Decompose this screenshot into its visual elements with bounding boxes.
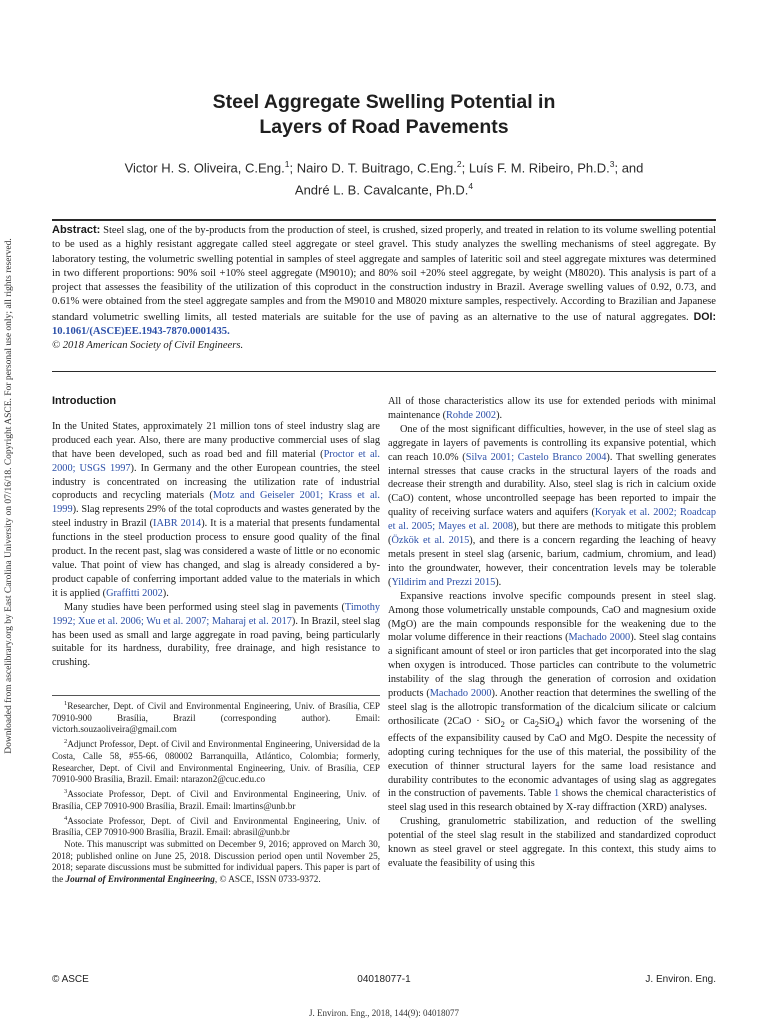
footnote-number: 3: [64, 788, 68, 796]
footer-page-id: 04018077-1: [357, 974, 411, 985]
text-run: ). Steel slag contains a significant amount of steel or iron particles that get incorporated into the slag when oxygen is introduced. Those particles can contribute to the volumetric instability of the slag through the generation of corrosion and oxidation products (: [388, 632, 716, 700]
intro-paragraph-2: [52, 601, 380, 671]
author-2-affil: 2: [456, 159, 462, 169]
footnote-4: [52, 813, 380, 839]
doi-link[interactable]: 10.1061/(ASCE)EE.1943-7870.0001435.: [52, 326, 230, 338]
citation-link[interactable]: Yildirim and Prezzi 2015: [391, 576, 496, 588]
footnote-1: [52, 698, 380, 736]
author-3: ; Luís F. M. Ribeiro, Ph.D.: [461, 160, 610, 176]
author-separator: ; and: [614, 160, 644, 176]
footnote-number: 4: [64, 814, 68, 822]
footer-copyright: © ASCE: [52, 974, 89, 985]
author-1-affil: 1: [284, 159, 290, 169]
footnote-text: Associate Professor, Dept. of Civil and Environmental Engineering, Univ. of Brasília, CEP 70910-900 Brasília, Brazil. Email: abrasil@unb.br: [52, 815, 380, 838]
note-text: Note. This manuscript was submitted on December 9, 2016; approved on March 30, 2018; published online on June 25, 2018. Discussion period open until November 25, 2018; separate discussions must be submitted for individual papers. This paper is part of the: [52, 838, 380, 885]
title-line-2: Layers of Road Pavements: [259, 116, 509, 138]
author-2: ; Nairo D. T. Buitrago, C.Eng.: [289, 160, 457, 176]
intro-paragraph-1: [52, 420, 380, 601]
footnote-2: [52, 736, 380, 786]
citation-link[interactable]: Koryak et al. 2002; Roadcap et al. 2005; Mayes et al. 2008: [388, 507, 717, 533]
citation-link[interactable]: Machado 2000: [429, 688, 492, 700]
footnotes: [52, 698, 380, 886]
footnote-text: Adjunct Professor, Dept. of Civil and Environmental Engineering, Universidad de la Costa, Calle 58, #55-66, 080002 Barranquilla, Atlántico, Colombia; formerly, Researcher, Dept. of Civil and Environmental Engineering, Univ. of Brasília, CEP 70910-900 Brasília, Brazil. Email: ntarazon2@cuc.edu.co: [52, 739, 380, 785]
body-paragraph-3: Crushing, granulometric stabilization, and reduction of the swelling potential of the steel slag result in the stabilized and standardized coproduct known as steel gravel or steel aggregate. In this context, this study aims to evaluate the feasibility of using this: [388, 816, 716, 869]
text-run: ). Another reaction that determines the swelling of the steel slag is the allotropic transformation of the dicalcium silicate or calcium orthosilicate (2CaO · SiO: [388, 688, 716, 727]
footnote-text: Associate Professor, Dept. of Civil and Environmental Engineering, Univ. of Brasília, CEP 70910-900 Brasília, Brazil. Email: lmartins@unb.br: [52, 789, 380, 811]
journal-name: Journal of Environmental Engineering: [65, 874, 215, 885]
text-run: ), but there are methods to mitigate this problem (: [388, 521, 716, 547]
citation-link[interactable]: Machado 2000: [568, 632, 631, 644]
text-run: One of the most significant difficulties, however, in the use of steel slag as aggregate in layers of pavements is controlling its expansive potential, which can reach 10.0% (: [388, 423, 716, 463]
doi-label: DOI:: [693, 310, 716, 323]
paper-title: [60, 90, 708, 140]
citation-link[interactable]: Rohde 2002: [446, 409, 497, 421]
text-run: ). That swelling generates internal stresses that cause cracks in the structural layers of the roads and decrease their strength and durability. Also, steel slag is rich in calcium oxide (CaO) content, whose uncontrolled seepage has been reported to impair the quality of receiving surface waters and aquifers (: [388, 451, 716, 519]
footnote-3: [52, 786, 380, 812]
author-4: André L. B. Cavalcante, Ph.D.: [294, 182, 469, 198]
text-run: Expansive reactions involve specific compounds present in steel slag. Among those volumetrically unstable compounds, CaO and magnesium oxide (MgO) are the main compounds responsible for the weakening due to the molar volume difference in their reactions (: [388, 590, 716, 644]
citation-link[interactable]: Motz and Geiseler 2001; Krass et al. 1999: [52, 490, 380, 516]
section-heading-introduction: Introduction: [52, 395, 117, 407]
subscript: 2: [500, 718, 505, 729]
footnote-number: 1: [64, 700, 68, 707]
subscript: 2: [534, 718, 540, 729]
abstract-bottom-rule: [52, 371, 716, 372]
author-list: [60, 155, 708, 200]
download-watermark: [2, 226, 16, 766]
text-run: In the United States, approximately 21 million tons of steel industry slag are produced each year. Also, there are many productive commercial uses of slag that have been developed, such as road bed and fill material (: [52, 420, 380, 460]
subscript: 4: [555, 718, 560, 729]
right-column: [388, 395, 716, 871]
left-column: [52, 395, 380, 670]
citation-link[interactable]: Graffitti 2002: [106, 587, 163, 599]
abstract-text: Steel slag, one of the by-products from the production of steel, is crushed, sized properly, and treated in relation to its volume swelling potential to be used as a highly resistant aggregate called steel aggregate or steel gravel. This study analyzes the swelling mechanisms of steel aggregate. By laboratory testing, the volumetric swelling potential in samples of steel aggregate and samples of lateritic soil and steel aggregate mixtures was determined in two different proportions: 90% soil +10% steel aggregate (M9010); and 80% soil +20% steel aggregate, by weight (M8020). This analysis is part of a project that assesses the feasibility of the utilization of this coproduct in the construction industry in Brazil. Average swelling values of 0.92, 0.73, and 0.61% were obtained from the steel aggregate samples and from the M9010 and M8020 mixture samples, respectively. According to Brazilian and Japanese standard volumetric swelling limits, all tested materials are suitable for the use of paving as an alternative to the use of natural aggregates.: [52, 225, 716, 323]
author-4-affil: 4: [468, 181, 474, 192]
text-run: ).: [162, 587, 169, 599]
body-paragraph-2: [388, 590, 716, 816]
abstract-block: [52, 223, 716, 354]
text-run: ). In Brazil, steel slag has been used as small and large aggregate in road paving, being particularly suitable for its hardness, durability, free drainage, and high resistance to crushing.: [52, 615, 380, 669]
text-run: ) which favor the worsening of the effects of the expansibility caused by CaO and MgO. Despite the necessity of adopting curing techniques for the use of this material, the possibility of the execution of thinner structural layers for the same load resistance and durability contributes to the economic advantages of using slag as aggregates in the construction of pavements. Table: [388, 715, 716, 800]
text-run: ).: [496, 409, 503, 421]
submission-note: [52, 839, 380, 886]
text-run: ). It is a material that presents fundamental functions in the steel production process to ensure good quality of the final product. In the recent past, slag was considered a waste of little or no economic value. That point of view has changed, and slag is already considered a by-product capable of conferring important added value to the materials in which it is applied (: [52, 518, 380, 599]
body-paragraph-0: [388, 395, 716, 423]
citation-link[interactable]: Proctor et al. 2000; USGS 1997: [52, 448, 380, 474]
footer-journal: J. Environ. Eng.: [645, 974, 716, 985]
abstract-copyright: © 2018 American Society of Civil Engineers.: [52, 340, 244, 352]
note-text: , © ASCE, ISSN 0733-9372.: [214, 874, 321, 885]
text-run: ). In Germany and the other European countries, the steel industry is concentrated on increasing the utilization rate of industrial coproducts and recycling materials (: [52, 462, 380, 502]
text-run: ).: [495, 576, 502, 588]
footnote-text: Researcher, Dept. of Civil and Environmental Engineering, Univ. of Brasília, CEP 70910-900 Brasília, Brazil (corresponding author). Email: victorh.souzaoliveira@gmail.com: [52, 701, 380, 735]
text-run: Many studies have been performed using steel slag in pavements (: [64, 601, 345, 613]
citation-link[interactable]: Özkök et al. 2015: [391, 535, 470, 547]
download-watermark-text: Downloaded from ascelibrary.org by East Carolina University on 07/16/18. Copyright ASCE. For personal use only; all rights reserved.: [4, 238, 14, 754]
title-line-1: Steel Aggregate Swelling Potential in: [212, 91, 556, 113]
citation-link[interactable]: Timothy 1992; Xue et al. 2006; Wu et al. 2007; Maharaj et al. 2017: [52, 601, 380, 627]
author-3-affil: 3: [609, 159, 615, 169]
author-1: Victor H. S. Oliveira, C.Eng.: [124, 160, 285, 176]
citation-line: J. Environ. Eng., 2018, 144(9): 04018077: [309, 1008, 459, 1018]
footnote-number: 2: [64, 738, 68, 746]
text-run: ), and there is a concern regarding the leaching of heavy metals present in steel slag (arsenic, barium, cadmium, chromium, and lead) into the groundwater, however, their concentration levels may be tolerable (: [388, 535, 716, 588]
text-run: or Ca: [504, 715, 535, 727]
text-run: SiO: [539, 715, 556, 727]
text-run: ). Slag represents 29% of the total coproducts and wastes generated by the steel industry in Brazil (: [52, 504, 380, 530]
abstract-label: Abstract:: [52, 224, 101, 236]
footnote-rule: [52, 695, 380, 696]
body-paragraph-1: [388, 423, 716, 590]
text-run: All of those characteristics allow its use for extended periods with minimal maintenance (: [388, 396, 716, 421]
citation-link[interactable]: IABR 2014: [153, 518, 202, 530]
text-run: shows the chemical characteristics of steel slag used in this research obtained by X-ray diffraction (XRD) analyses.: [388, 788, 717, 814]
abstract-top-rule: [52, 219, 716, 221]
table-link[interactable]: 1: [553, 788, 560, 800]
citation-link[interactable]: Silva 2001; Castelo Branco 2004: [465, 451, 607, 463]
